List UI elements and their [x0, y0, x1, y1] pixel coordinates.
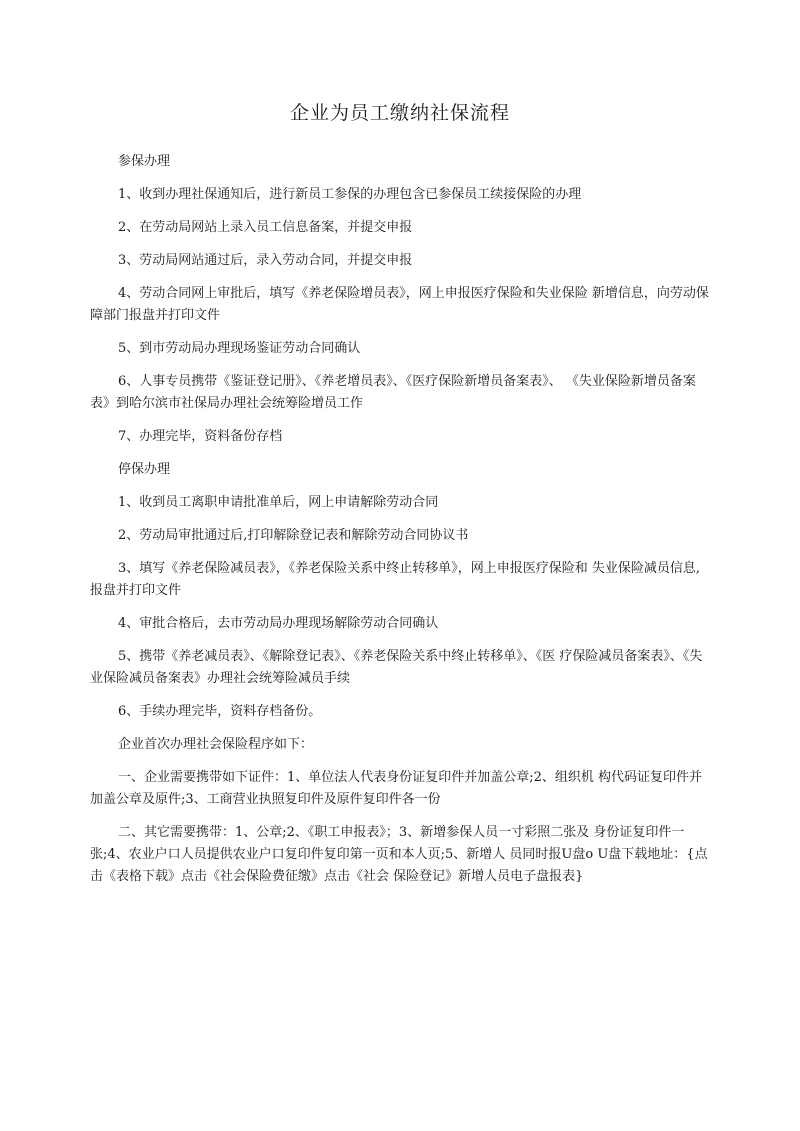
- stop-step-1: 1、收到员工离职申请批准单后，网上申请解除劳动合同: [118, 495, 439, 510]
- section-heading-enroll: 参保办理: [118, 154, 171, 169]
- stop-step-6: 6、手续办理完毕，资料存档备份。: [118, 704, 322, 719]
- section-heading-stop: 停保办理: [118, 462, 171, 477]
- stop-step-2: 2、劳动局审批通过后,打印解除登记表和解除劳动合同协议书: [118, 528, 469, 543]
- document-title: 企业为员工缴纳社保流程: [289, 102, 510, 124]
- enroll-step-2: 2、在劳动局网站上录入员工信息备案，并提交申报: [118, 220, 413, 235]
- stop-step-5: 5、携带《养老减员表》、《解除登记表》、《养老保险关系中终止转移单》、《医 疗保险减员备案表》、《失业保险减员备案表》办理社会统筹险减员手续: [90, 649, 703, 686]
- enroll-step-6: 6、人事专员携带《鉴证登记册》、《养老增员表》、《医疗保险新增员备案表》、 《失业保险新增员备案表》到哈尔滨市社保局办理社会统筹险增员工作: [90, 374, 696, 411]
- section-heading-first-time: 企业首次办理社会保险程序如下：: [118, 737, 314, 752]
- enroll-step-3: 3、劳动局网站通过后，录入劳动合同，并提交申报: [118, 253, 413, 268]
- first-time-item-2: 二、其它需要携带：1、公章;2、《职工申报表》；3、新增参保人员一寸彩照二张及 身份证复印件一张;4、农业户口人员提供农业户口复印件复印第一页和本人页;5、新增人 员同时报U盘o U盘下载地址：{点击《表格下载》点击《社会保险费征缴》点击《社会 保险登记》新增人员电子盘报表}: [90, 825, 708, 884]
- enroll-step-4: 4、劳动合同网上审批后，填写《养老保险增员表》，网上申报医疗保险和失业保险 新增信息，向劳动保障部门报盘并打印文件: [90, 286, 709, 323]
- stop-step-3: 3、填写《养老保险减员表》，《养老保险关系中终止转移单》，网上申报医疗保险和 失业保险减员信息,报盘并打印文件: [90, 561, 701, 598]
- first-time-item-1: 一、企业需要携带如下证件：1、单位法人代表身份证复印件并加盖公章;2、组织机 构代码证复印件并加盖公章及原件;3、工商营业执照复印件及原件复印件各一份: [90, 770, 703, 807]
- stop-step-4: 4、审批合格后，去市劳动局办理现场解除劳动合同确认: [118, 616, 439, 631]
- enroll-step-7: 7、办理完毕，资料备份存档: [118, 429, 283, 444]
- enroll-step-1: 1、收到办理社保通知后，进行新员工参保的办理包含已参保员工续接保险的办理: [118, 187, 582, 202]
- enroll-step-5: 5、到市劳动局办理现场鉴证劳动合同确认: [118, 341, 361, 356]
